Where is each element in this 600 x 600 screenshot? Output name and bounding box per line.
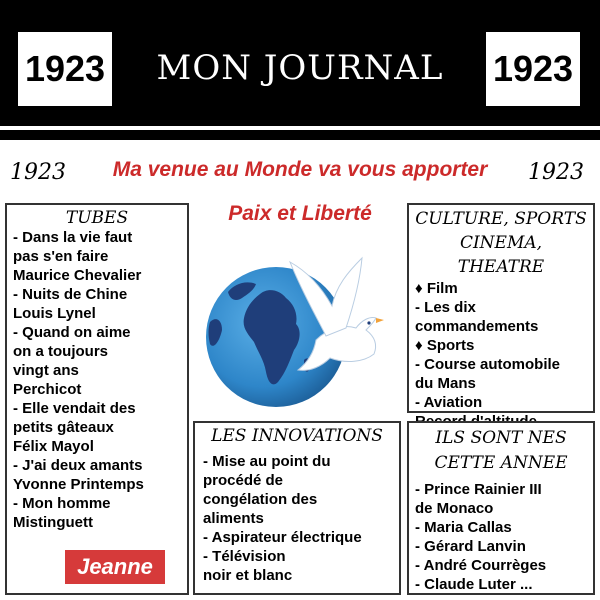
list-item: - J'ai deux amants	[13, 457, 143, 474]
banner-year-left: 1923	[10, 160, 66, 185]
list-item: - Quand on aime	[13, 324, 131, 341]
globe-illustration	[198, 232, 408, 417]
list-item: Yvonne Printemps	[13, 476, 144, 493]
masthead-year-left: 1923	[18, 32, 112, 106]
tubes-list	[13, 228, 181, 532]
list-item: - Télévision	[203, 548, 286, 565]
list-item: - Dans la vie faut	[13, 229, 133, 246]
masthead	[0, 0, 600, 140]
tubes-panel	[5, 203, 189, 595]
births-title-line1: ILS SONT NES	[435, 428, 567, 448]
masthead-year-right: 1923	[486, 32, 580, 106]
list-item: vingt ans	[13, 362, 79, 379]
births-panel	[407, 421, 595, 595]
list-item: commandements	[415, 318, 539, 335]
list-item: Louis Lynel	[13, 305, 96, 322]
culture-title-line2: CINEMA, THEATRE	[457, 233, 545, 277]
list-item: - Mise au point du	[203, 453, 331, 470]
list-item: Maurice Chevalier	[13, 267, 142, 284]
list-item: noir et blanc	[203, 567, 293, 584]
list-item: - Course automobile	[415, 356, 561, 373]
list-item: congélation des	[203, 491, 318, 508]
headline: Ma venue au Monde va vous apporter	[112, 158, 488, 181]
list-item: procédé de	[203, 472, 284, 489]
list-item: - Mon homme	[13, 495, 111, 512]
births-title-line2: CETTE ANNEE	[434, 453, 568, 473]
list-item: Mistinguett	[13, 514, 93, 531]
list-item: Perchicot	[13, 381, 82, 398]
journal-title: MON JOURNAL	[156, 48, 444, 88]
list-item: pas s'en faire	[13, 248, 109, 265]
list-item: de Monaco	[415, 500, 494, 517]
list-item: - Aspirateur électrique	[203, 529, 362, 546]
signature-badge: Jeanne	[63, 548, 167, 586]
banner-year-right: 1923	[528, 160, 584, 185]
list-item: Félix Mayol	[13, 438, 94, 455]
list-item: - Gérard Lanvin	[415, 538, 526, 555]
masthead-divider	[0, 126, 600, 130]
list-item: - Elle vendait des	[13, 400, 136, 417]
list-item: ♦ Sports	[415, 337, 475, 354]
list-item: - Les dix	[415, 299, 476, 316]
innovations-title: LES INNOVATIONS	[211, 426, 383, 446]
births-list	[415, 480, 587, 594]
list-item: on a toujours	[13, 343, 108, 360]
list-item: ♦ Film	[415, 280, 458, 297]
list-item: - Maria Callas	[415, 519, 512, 536]
culture-title-line1: CULTURE, SPORTS	[415, 209, 587, 229]
globe-with-dove-icon	[198, 232, 408, 417]
subheadline: Paix et Liberté	[228, 202, 372, 225]
list-item: du Mans	[415, 375, 476, 392]
list-item: aliments	[203, 510, 264, 527]
innovations-panel	[193, 421, 401, 595]
list-item: - Nuits de Chine	[13, 286, 128, 303]
list-item: - Prince Rainier III	[415, 481, 542, 498]
culture-panel	[407, 203, 595, 413]
innovations-list	[203, 452, 391, 585]
list-item: - Aviation	[415, 394, 483, 411]
list-item: petits gâteaux	[13, 419, 114, 436]
tubes-title: TUBES	[65, 208, 129, 228]
list-item: - Claude Luter ...	[415, 576, 533, 593]
culture-list	[415, 279, 587, 431]
list-item: - André Courrèges	[415, 557, 547, 574]
